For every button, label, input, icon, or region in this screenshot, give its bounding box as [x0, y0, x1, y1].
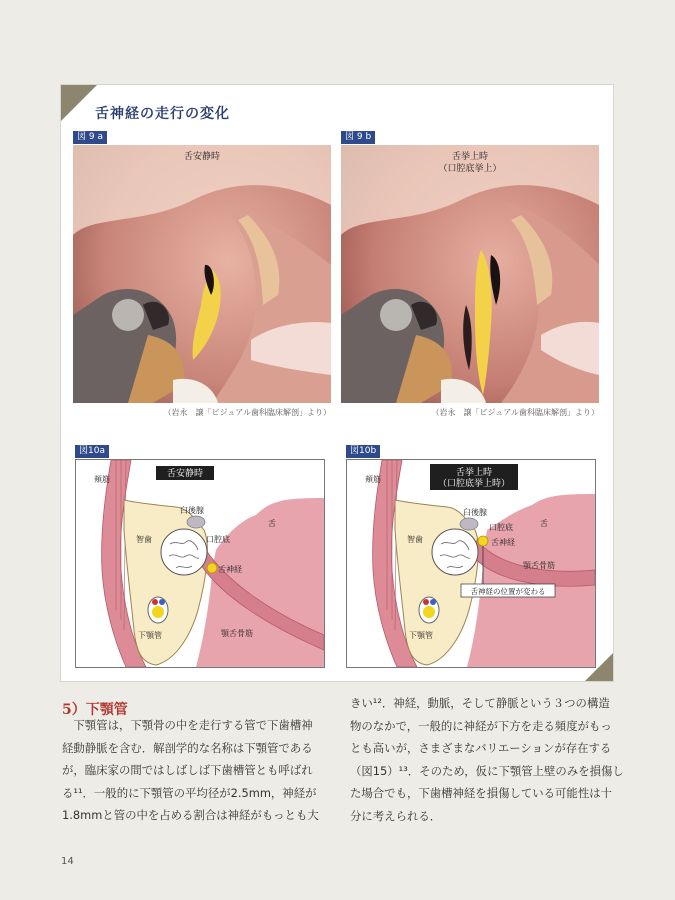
- fig10a-label-floor-of-mouth: 口腔底: [206, 535, 230, 544]
- fig10b-label-floor-of-mouth: 口腔底: [489, 523, 513, 532]
- body-line: 経動静脈を含む．解剖学的な名称は下顎管である: [62, 740, 313, 755]
- fig10a-label-wisdom-tooth: 智歯: [136, 535, 152, 544]
- fig10a-label-retromolar-gland: 臼後腺: [180, 506, 204, 515]
- fig10a-label-mylohyoid: 顎舌骨筋: [221, 629, 253, 638]
- fig9a-photo: [73, 145, 331, 403]
- fig10b-label-mylohyoid: 顎舌骨筋: [523, 561, 555, 570]
- body-line: 1.8mmと管の中を占める割合は神経がもっとも大: [62, 808, 319, 823]
- fig9b-label: 図 9 b: [341, 131, 375, 144]
- fig10b-label-lingual-nerve: 舌神経: [491, 538, 515, 547]
- fig10a-label-lingual-nerve: 舌神経: [218, 565, 242, 574]
- corner-decoration-top-left: [61, 85, 97, 121]
- panel-title: 舌神経の走行の変化: [95, 106, 230, 122]
- body-line: 分に考えられる．: [350, 808, 442, 823]
- body-line: る¹¹．一般的に下顎管の平均径が2.5mm，神経が: [62, 785, 317, 800]
- page-number: 14: [61, 856, 74, 867]
- body-line: が，臨床家の間ではしばしば下歯槽管とも呼ばれ: [62, 763, 313, 778]
- figure-panel: [61, 85, 613, 681]
- fig9a-label: 図 9 a: [73, 131, 107, 144]
- fig9b-photo: [341, 145, 599, 403]
- fig10b-label: 図10b: [346, 445, 380, 458]
- fig10b-title-line2: （口腔底挙上時）: [437, 479, 511, 489]
- fig10b-label-mandibular-canal: 下顎管: [409, 631, 433, 640]
- body-line: 下顎管は，下顎骨の中を走行する管で下歯槽神: [62, 718, 313, 732]
- body-line: きい¹²．神経，動脈，そして静脈という３つの構造: [350, 696, 610, 710]
- fig10a-label-tongue: 舌: [268, 519, 276, 528]
- fig9a-photo-label: 舌安静時: [183, 152, 220, 162]
- fig10a-label-mandibular-canal: 下顎管: [138, 631, 162, 640]
- fig10b-label-retromolar-gland: 臼後腺: [463, 508, 487, 517]
- fig10b-label-nerve-position-changes: 舌神経の位置が変わる: [470, 587, 546, 596]
- body-line: とも高いが，さまざまなバリエーションが存在する: [350, 741, 612, 756]
- fig10a-title: 舌安静時: [166, 469, 204, 479]
- body-text-right-column: [350, 692, 624, 828]
- fig10a-label: 図10a: [75, 445, 109, 458]
- fig9b-photo-label-line2: （口腔底挙上）: [438, 164, 502, 174]
- body-line: た場合でも，下歯槽神経を損傷している可能性は十: [350, 786, 612, 801]
- fig9b-caption: （岩永 譲「ビジュアル歯科臨床解剖」より）: [431, 408, 599, 417]
- fig10b-label-buccinator: 頬筋: [365, 475, 381, 484]
- fig10a-label-buccinator: 頬筋: [94, 475, 110, 484]
- fig10a-diagram: [75, 459, 325, 668]
- fig9b-photo-label-line1: 舌挙上時: [451, 152, 488, 162]
- section-heading: 5）下顎管: [62, 702, 128, 718]
- fig9a-caption: （岩永 譲「ビジュアル歯科臨床解剖」より）: [163, 408, 331, 417]
- fig10b-diagram: [346, 459, 596, 668]
- fig10b-label-wisdom-tooth: 智歯: [407, 535, 423, 544]
- body-line: （図15）¹³．そのため，仮に下顎管上壁のみを損傷し: [350, 763, 624, 778]
- fig10b-label-tongue: 舌: [540, 519, 548, 528]
- body-text-left-column: [62, 714, 326, 827]
- body-line: 物のなかで，一般的に神経が下方を走る頻度がもっ: [350, 718, 612, 733]
- fig10b-title-line1: 舌挙上時: [455, 468, 493, 478]
